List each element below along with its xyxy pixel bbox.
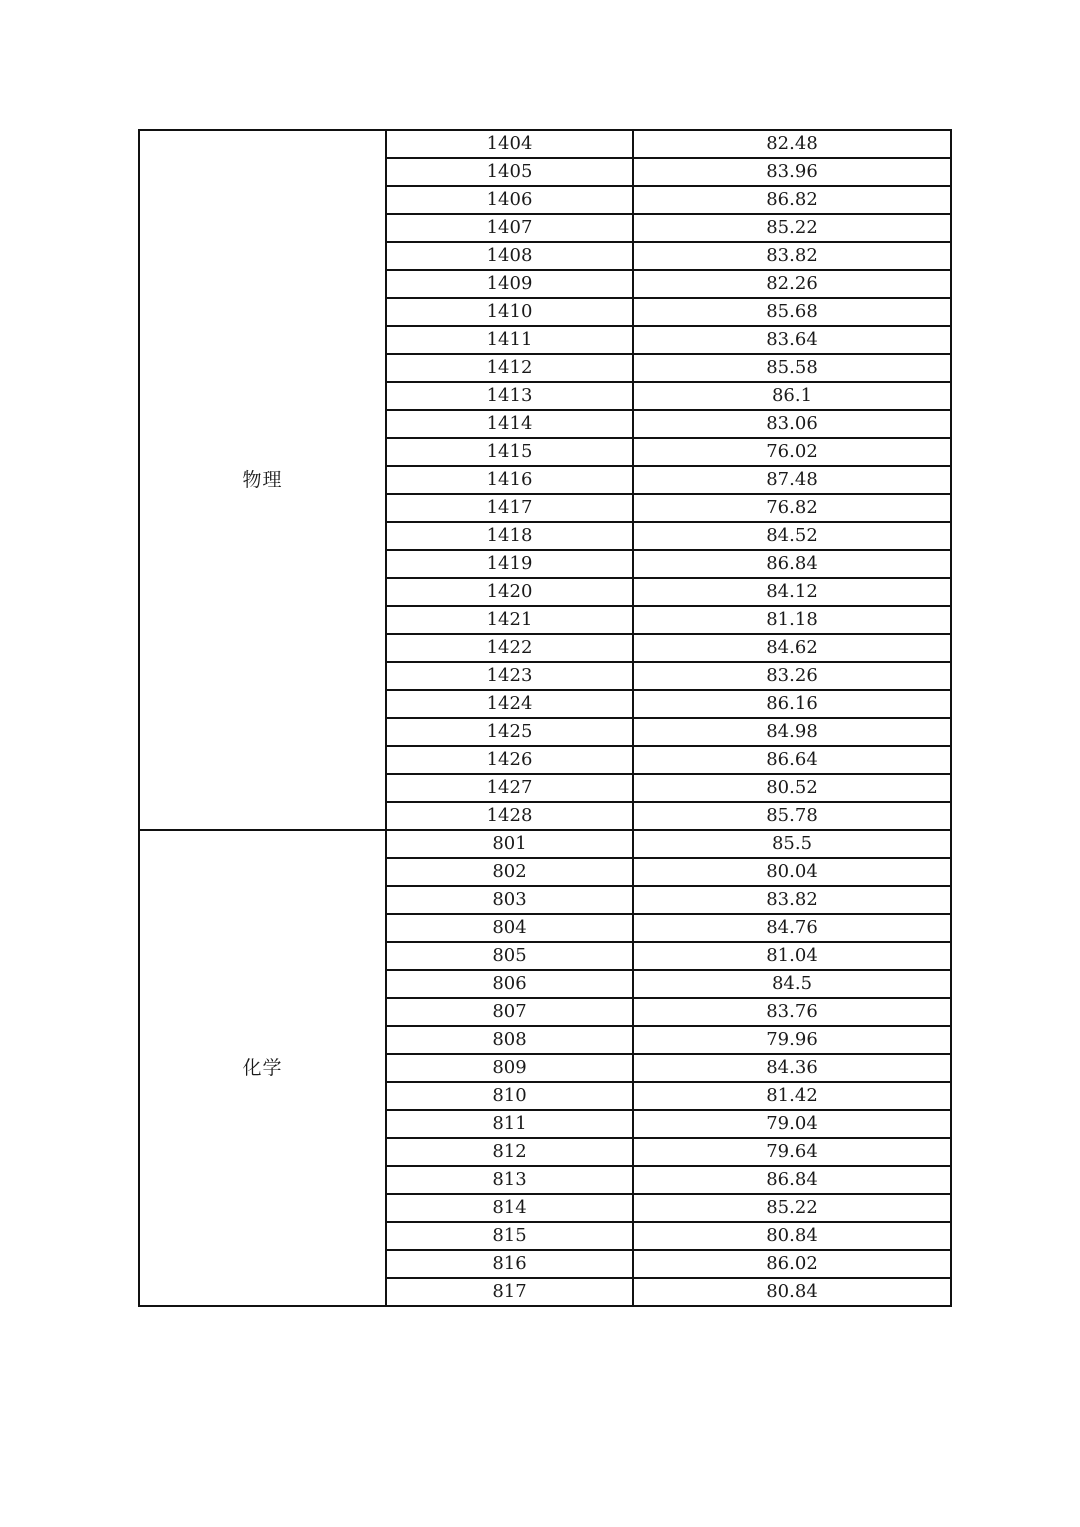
score-cell: 83.82: [633, 242, 951, 270]
score-cell: 76.82: [633, 494, 951, 522]
score-cell: 79.96: [633, 1026, 951, 1054]
id-cell: 1408: [386, 242, 633, 270]
table-row: [139, 130, 951, 158]
id-cell: 1425: [386, 718, 633, 746]
id-cell: 1406: [386, 186, 633, 214]
id-cell: 1412: [386, 354, 633, 382]
id-cell: 1415: [386, 438, 633, 466]
score-cell: 84.12: [633, 578, 951, 606]
score-cell: 83.64: [633, 326, 951, 354]
score-cell: 85.22: [633, 214, 951, 242]
score-cell: 86.84: [633, 1166, 951, 1194]
subject-cell: 化学: [139, 830, 386, 1306]
id-cell: 1416: [386, 466, 633, 494]
id-cell: 803: [386, 886, 633, 914]
id-cell: 1424: [386, 690, 633, 718]
id-cell: 809: [386, 1054, 633, 1082]
score-cell: 84.52: [633, 522, 951, 550]
id-cell: 817: [386, 1278, 633, 1306]
score-cell: 86.16: [633, 690, 951, 718]
score-cell: 83.96: [633, 158, 951, 186]
score-cell: 86.82: [633, 186, 951, 214]
score-cell: 79.04: [633, 1110, 951, 1138]
score-cell: 82.26: [633, 270, 951, 298]
score-cell: 86.64: [633, 746, 951, 774]
score-cell: 80.52: [633, 774, 951, 802]
score-cell: 83.82: [633, 886, 951, 914]
score-table: [138, 129, 952, 1307]
id-cell: 815: [386, 1222, 633, 1250]
score-cell: 84.5: [633, 970, 951, 998]
score-cell: 80.84: [633, 1278, 951, 1306]
score-cell: 85.58: [633, 354, 951, 382]
score-cell: 83.06: [633, 410, 951, 438]
score-cell: 83.76: [633, 998, 951, 1026]
id-cell: 812: [386, 1138, 633, 1166]
score-cell: 84.62: [633, 634, 951, 662]
id-cell: 1427: [386, 774, 633, 802]
id-cell: 1404: [386, 130, 633, 158]
id-cell: 814: [386, 1194, 633, 1222]
subject-cell: 物理: [139, 130, 386, 830]
id-cell: 810: [386, 1082, 633, 1110]
score-cell: 76.02: [633, 438, 951, 466]
id-cell: 813: [386, 1166, 633, 1194]
id-cell: 1428: [386, 802, 633, 830]
id-cell: 1414: [386, 410, 633, 438]
id-cell: 1405: [386, 158, 633, 186]
id-cell: 801: [386, 830, 633, 858]
id-cell: 1411: [386, 326, 633, 354]
id-cell: 1413: [386, 382, 633, 410]
id-cell: 811: [386, 1110, 633, 1138]
score-cell: 80.04: [633, 858, 951, 886]
id-cell: 1418: [386, 522, 633, 550]
score-cell: 82.48: [633, 130, 951, 158]
score-cell: 86.84: [633, 550, 951, 578]
score-cell: 86.1: [633, 382, 951, 410]
table-row: [139, 830, 951, 858]
id-cell: 806: [386, 970, 633, 998]
score-cell: 83.26: [633, 662, 951, 690]
id-cell: 1407: [386, 214, 633, 242]
id-cell: 1419: [386, 550, 633, 578]
id-cell: 807: [386, 998, 633, 1026]
id-cell: 1417: [386, 494, 633, 522]
score-cell: 85.5: [633, 830, 951, 858]
score-cell: 87.48: [633, 466, 951, 494]
id-cell: 802: [386, 858, 633, 886]
score-cell: 84.98: [633, 718, 951, 746]
id-cell: 816: [386, 1250, 633, 1278]
score-cell: 85.68: [633, 298, 951, 326]
score-cell: 85.22: [633, 1194, 951, 1222]
id-cell: 1423: [386, 662, 633, 690]
score-cell: 85.78: [633, 802, 951, 830]
score-cell: 84.36: [633, 1054, 951, 1082]
score-cell: 81.18: [633, 606, 951, 634]
id-cell: 808: [386, 1026, 633, 1054]
id-cell: 804: [386, 914, 633, 942]
id-cell: 1421: [386, 606, 633, 634]
id-cell: 1410: [386, 298, 633, 326]
score-table-body: [139, 130, 951, 1306]
id-cell: 805: [386, 942, 633, 970]
id-cell: 1409: [386, 270, 633, 298]
score-cell: 79.64: [633, 1138, 951, 1166]
score-cell: 81.42: [633, 1082, 951, 1110]
score-cell: 81.04: [633, 942, 951, 970]
id-cell: 1420: [386, 578, 633, 606]
id-cell: 1426: [386, 746, 633, 774]
id-cell: 1422: [386, 634, 633, 662]
score-cell: 84.76: [633, 914, 951, 942]
score-cell: 80.84: [633, 1222, 951, 1250]
score-cell: 86.02: [633, 1250, 951, 1278]
